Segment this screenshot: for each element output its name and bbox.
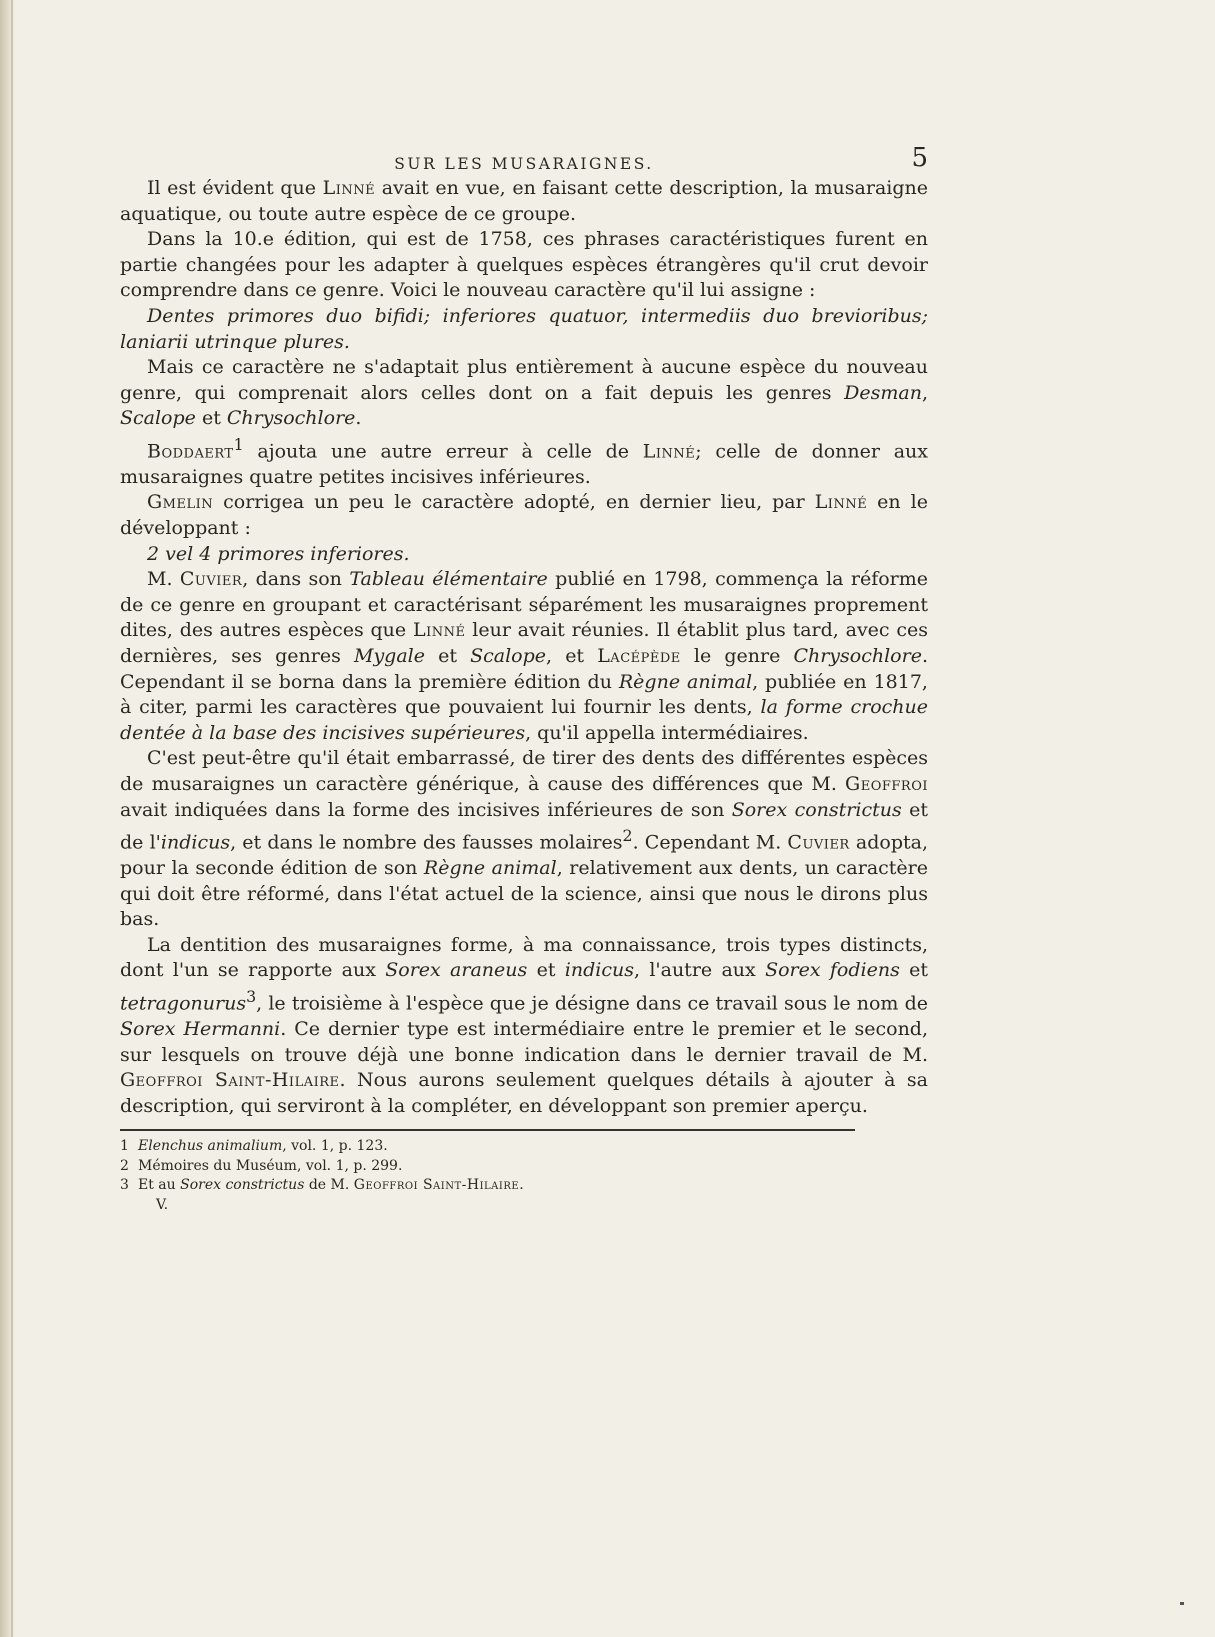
signature-mark: V. [156,1196,169,1213]
footnote-rule [120,1129,855,1131]
running-title: SUR LES MUSARAIGNES. [394,155,654,173]
paragraph-8: La dentition des musaraignes forme, à ma connaissance, trois types distincts, dont l'un se rapporte aux Sorex araneus et indicus, l'autre aux Sorex fodiens et tetragonurus$^3$, le troisième à l'espèce que je désigne dans ce travail sous le nom de Sorex Hermanni. Ce dernier type est intermédiaire entre le premier et le second, sur lesquels on trouve déjà une bonne indication dans le dernier travail de M. Geoffroi Saint-Hilaire. Nous aurons seulement quelques détails à ajouter à sa description, qui serviront à la compléter, en développant son premier aperçu. [120,933,929,1117]
paragraph-6: M. Cuvier, dans son Tableau élémentaire publié en 1798, commença la réforme de ce genre en groupant et caractérisant séparément les musaraignes proprement dites, des autres espèces que Linné leur avait réunies. Il établit plus tard, avec ces dernières, ses genres Mygale et Scalope, et Lacépède le genre Chrysochlore. Cependant il se borna dans la première édition du Règne animal, publiée en 1817, à citer, parmi les caractères que pouvaient lui fournir les dents, la forme crochue dentée à la base des incisives supérieures, qu'il appella intermédiaires. [120,568,929,744]
page-header [120,143,928,176]
footnote-2: 2 Mémoires du Muséum, vol. 1, p. 299. [120,1157,403,1174]
paragraph-4: Boddaert$^1$ ajouta une autre erreur à celle de Linné; celle de donner aux musaraignes quatre petites incisives inférieures. [120,434,928,488]
footnote-3: 3 Et au Sorex constrictus de M. Geoffroi Saint-Hilaire. [120,1177,524,1194]
latin-quote-2: 2 vel 4 primores inferiores. [147,542,410,565]
paragraph-3: Mais ce caractère ne s'adaptait plus entièrement à aucune espèce du nouveau genre, qui comprenait alors celles dont on a fait depuis les genres Desman, Scalope et Chrysochlore. [120,356,928,430]
paragraph-1: Il est évident que Linné avait en vue, en faisant cette description, la musaraigne aquatique, ou toute autre espèce de ce groupe. [120,177,928,225]
paragraph-5: Gmelin corrigea un peu le caractère adopté, en dernier lieu, par Linné en le développant : [120,491,928,540]
footnote-ref-2: 2 [622,826,633,846]
book-spine-edge [11,0,13,1637]
paragraph-2: Dans la 10.e édition, qui est de 1758, ces phrases caractéristiques furent en partie changées pour les adapter à quelques espèces étrangères qu'il crut devoir comprendre dans ce genre. Voici le nouveau caractère qu'il lui assigne : [120,228,928,302]
footnote-1: 1 Elenchus animalium, vol. 1, p. 123. [120,1138,388,1155]
page-number: 5 [911,143,928,173]
footnote-ref-1: 1 [233,434,244,454]
page-content [120,143,929,1215]
latin-quote-1: Dentes primores duo bifidi; inferiores quatuor, intermediis duo brevioribus; laniarii utrinque plures. [120,304,928,353]
paragraph-7: C'est peut-être qu'il était embarrassé, de tirer des dents des différentes espèces de musaraignes un caractère générique, à cause des différences que M. Geoffroi avait indiquées dans la forme des incisives inférieures de son Sorex constrictus et de l'indicus, et dans le nombre des fausses molaires$^2$. Cependant M. Cuvier adopta, pour la seconde édition de son Règne animal, relativement aux dents, un caractère qui doit être réformé, dans l'état actuel de la science, ainsi que nous le dirons plus bas. [120,747,928,931]
footnote-ref-3: 3 [246,987,257,1007]
ink-speck [1180,1602,1184,1605]
footnotes [120,1137,928,1215]
